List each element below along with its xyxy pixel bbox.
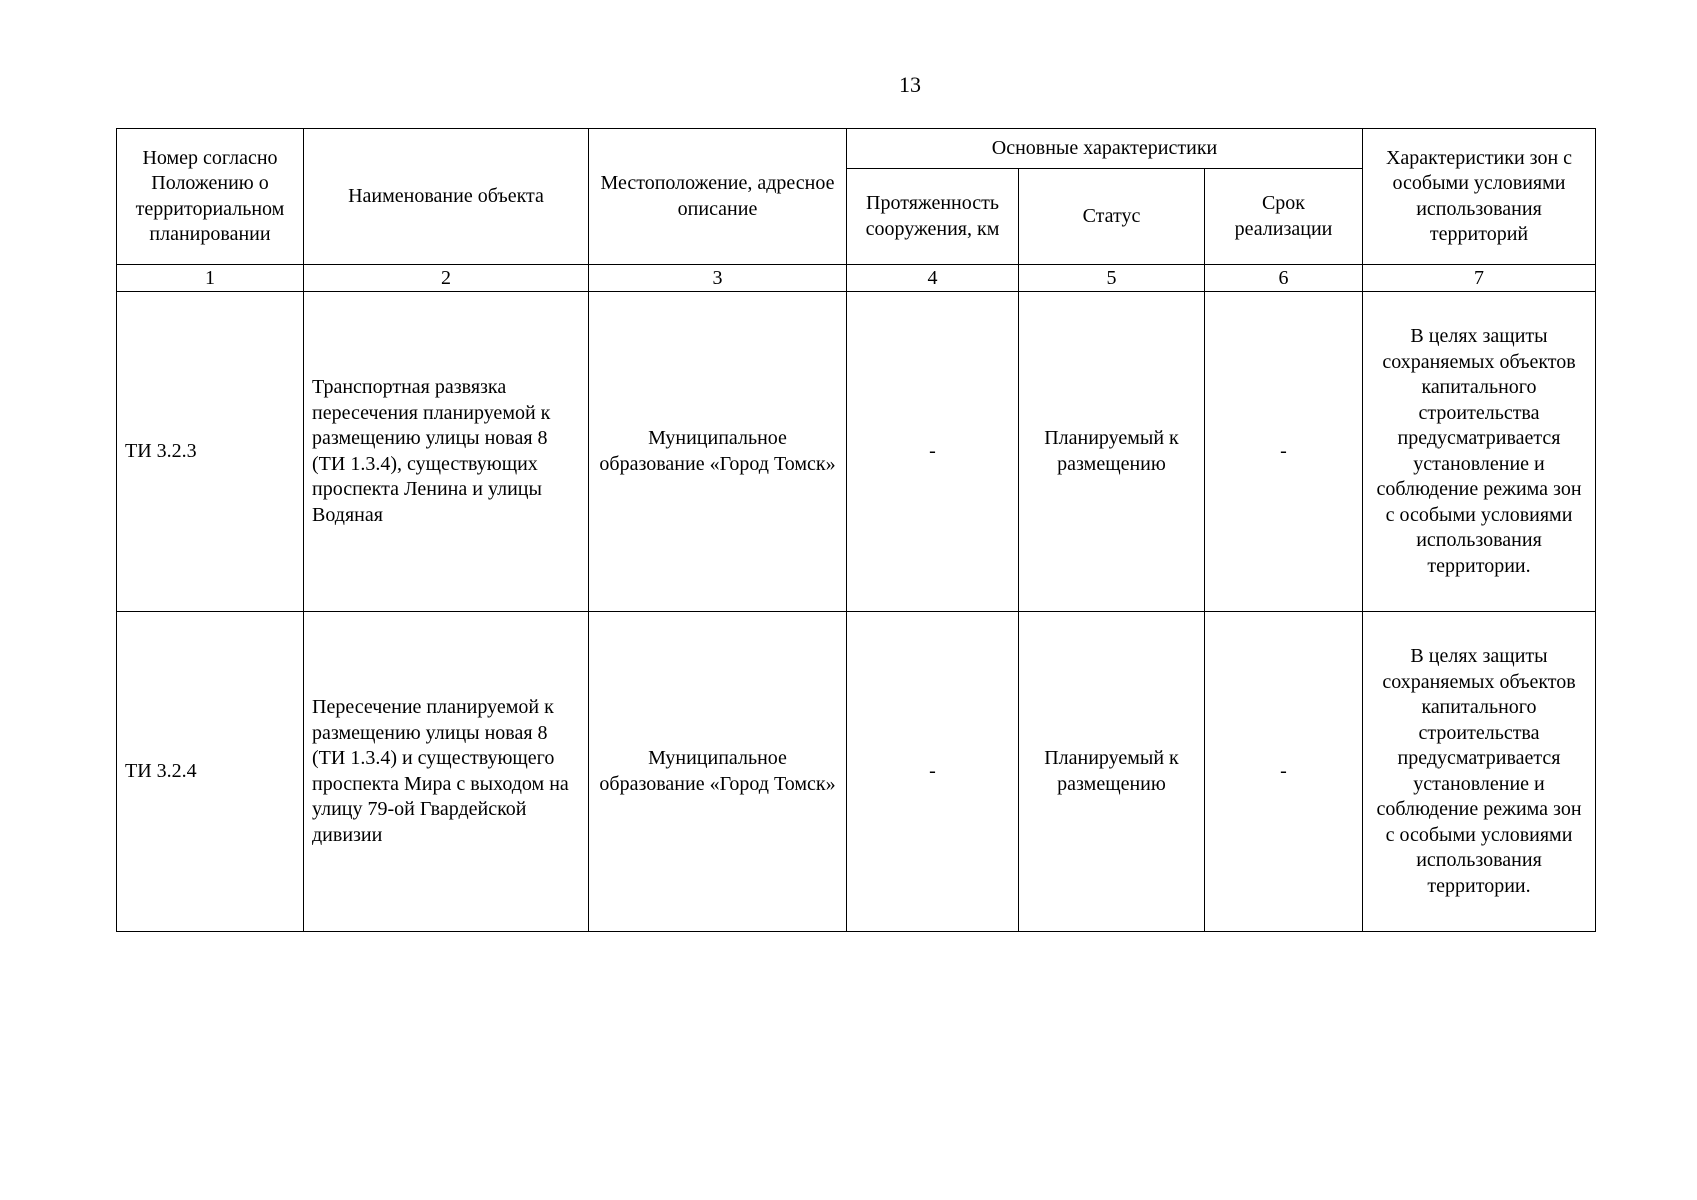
header-number: Номер согласно Положению о территориальном планировании [117,129,304,265]
cell-length: - [847,292,1019,612]
header-length: Протяженность сооружения, км [847,169,1019,265]
table-row [117,612,1596,932]
cell-name: Транспортная развязка пересечения планируемой к размещению улицы новая 8 (ТИ 1.3.4), существующих проспекта Ленина и улицы Водяная [304,292,589,612]
cell-term: - [1205,292,1363,612]
column-number: 5 [1019,265,1205,292]
header-status: Статус [1019,169,1205,265]
cell-length: - [847,612,1019,932]
cell-number: ТИ 3.2.3 [117,292,304,612]
column-numbers-row [117,265,1596,292]
cell-number: ТИ 3.2.4 [117,612,304,932]
column-number: 7 [1363,265,1596,292]
cell-location: Муниципальное образование «Город Томск» [589,292,847,612]
column-number: 4 [847,265,1019,292]
table-row [117,292,1596,612]
column-number: 1 [117,265,304,292]
header-term: Срок реализации [1205,169,1363,265]
cell-status: Планируемый к размещению [1019,612,1205,932]
planning-objects-table [116,128,1596,932]
header-location: Местоположение, адресное описание [589,129,847,265]
cell-zones: В целях защиты сохраняемых объектов капитального строительства предусматривается установление и соблюдение режима зон с особыми условиями использования территории. [1363,612,1596,932]
column-number: 6 [1205,265,1363,292]
header-main-characteristics: Основные характеристики [847,129,1363,169]
cell-location: Муниципальное образование «Город Томск» [589,612,847,932]
header-zones: Характеристики зон с особыми условиями использования территорий [1363,129,1596,265]
column-number: 2 [304,265,589,292]
header-name: Наименование объекта [304,129,589,265]
cell-status: Планируемый к размещению [1019,292,1205,612]
cell-zones: В целях защиты сохраняемых объектов капитального строительства предусматривается установление и соблюдение режима зон с особыми условиями использования территории. [1363,292,1596,612]
cell-name: Пересечение планируемой к размещению улицы новая 8 (ТИ 1.3.4) и существующего проспекта Мира с выходом на улицу 79-ой Гвардейской дивизии [304,612,589,932]
column-number: 3 [589,265,847,292]
page-number: 13 [899,72,921,97]
cell-term: - [1205,612,1363,932]
